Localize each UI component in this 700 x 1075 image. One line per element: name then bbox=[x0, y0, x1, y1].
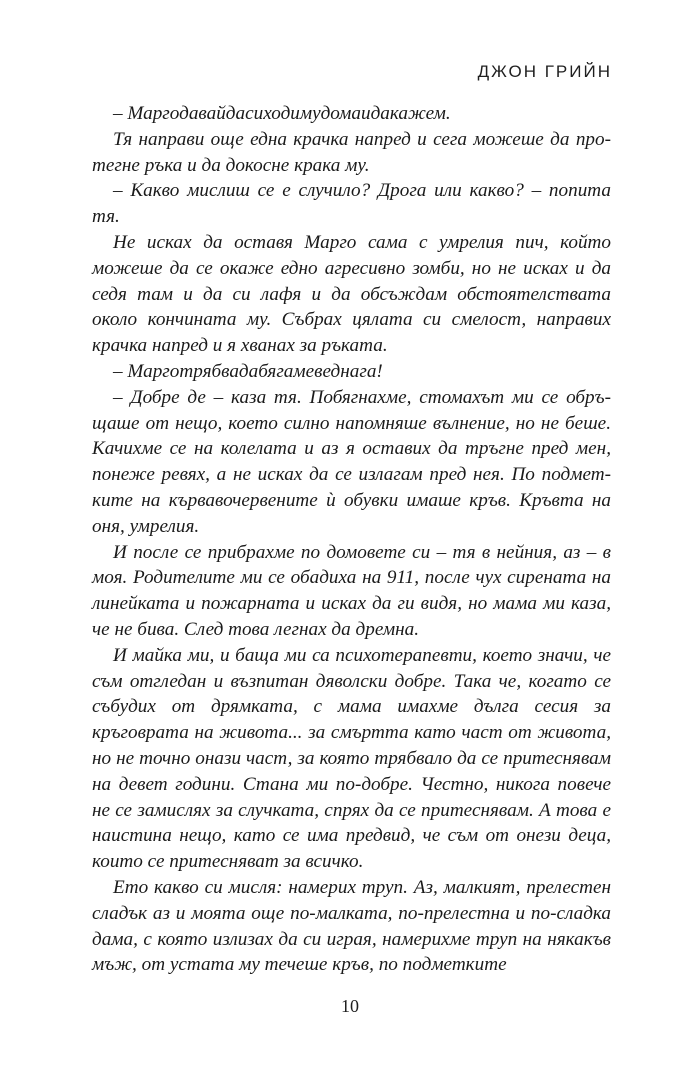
running-head-author: ДЖОН ГРИЙН bbox=[477, 62, 612, 81]
paragraph: Тя направи още една крачка напред и сега можеше да протегне ръка и да докосне крака му. bbox=[92, 128, 611, 176]
paragraph: – Маргодавайдасиходимудомаидакажем. bbox=[113, 103, 451, 124]
paragraph: Ето какво си мисля: намерих труп. Аз, малкият, прелестен сладък аз и моята още по-малката, по-прелестна и по-сладка дама, с която излизах да си играя, намерихме труп на някакъв мъж, от устата му течеше кръв, по подметките bbox=[92, 876, 611, 976]
paragraph: Не исках да оставя Марго сама с умрелия пич, който можеше да се окаже едно агресивно зомби, но не исках и да седя там и да си лафя и да обсъждам обстоятелствата около кончината му. Събрах цялата си смелост, направих крачка напред и я хванах за ръката. bbox=[92, 231, 611, 357]
paragraph: И после се прибрахме по домовете си – тя в нейния, аз – в моя. Родителите ми се обадиха на 911, после чух сирената на линейката и пожарната и исках да ги видя, но мама ми каза, че не бива. След това легнах да дремна. bbox=[92, 541, 611, 640]
page-number: 10 bbox=[341, 996, 359, 1016]
paragraph: – Добре де – каза тя. Побягнахме, стомахът ми се обръщаше от нещо, което силно напомняше вълнение, но не беше. Качихме се на колелата и аз я оставих да тръгне пред мен, понеже ревях, а не исках да се излагам пред нея. По подметките на кървавочервените ѝ обувки имаше кръв. Кръвта на оня, умрелия. bbox=[92, 386, 611, 537]
paragraph: И майка ми, и баща ми са психотерапевти, което значи, че съм отгледан и възпитан дяволски добре. Така че, когато се събудих от дрямката, с мама имахме дълга сесия за кръговрата на живота... за смъртта като част от живота, но не точно онази част, за която трябвало да се притеснявам на девет години. Стана ми по-добре. Честно, никога повече не се замислях за случката, спрях да се притеснявам. А това е наистина нещо, като се има предвид, че съм от онези деца, които се притесняват за всичко. bbox=[92, 644, 611, 873]
paragraph: – Марготрябвадабягамеведнага! bbox=[113, 360, 383, 382]
paragraph: – Какво мислиш се е случило? Дрога или какво? – попита тя. bbox=[92, 180, 611, 228]
body-text bbox=[92, 101, 611, 978]
